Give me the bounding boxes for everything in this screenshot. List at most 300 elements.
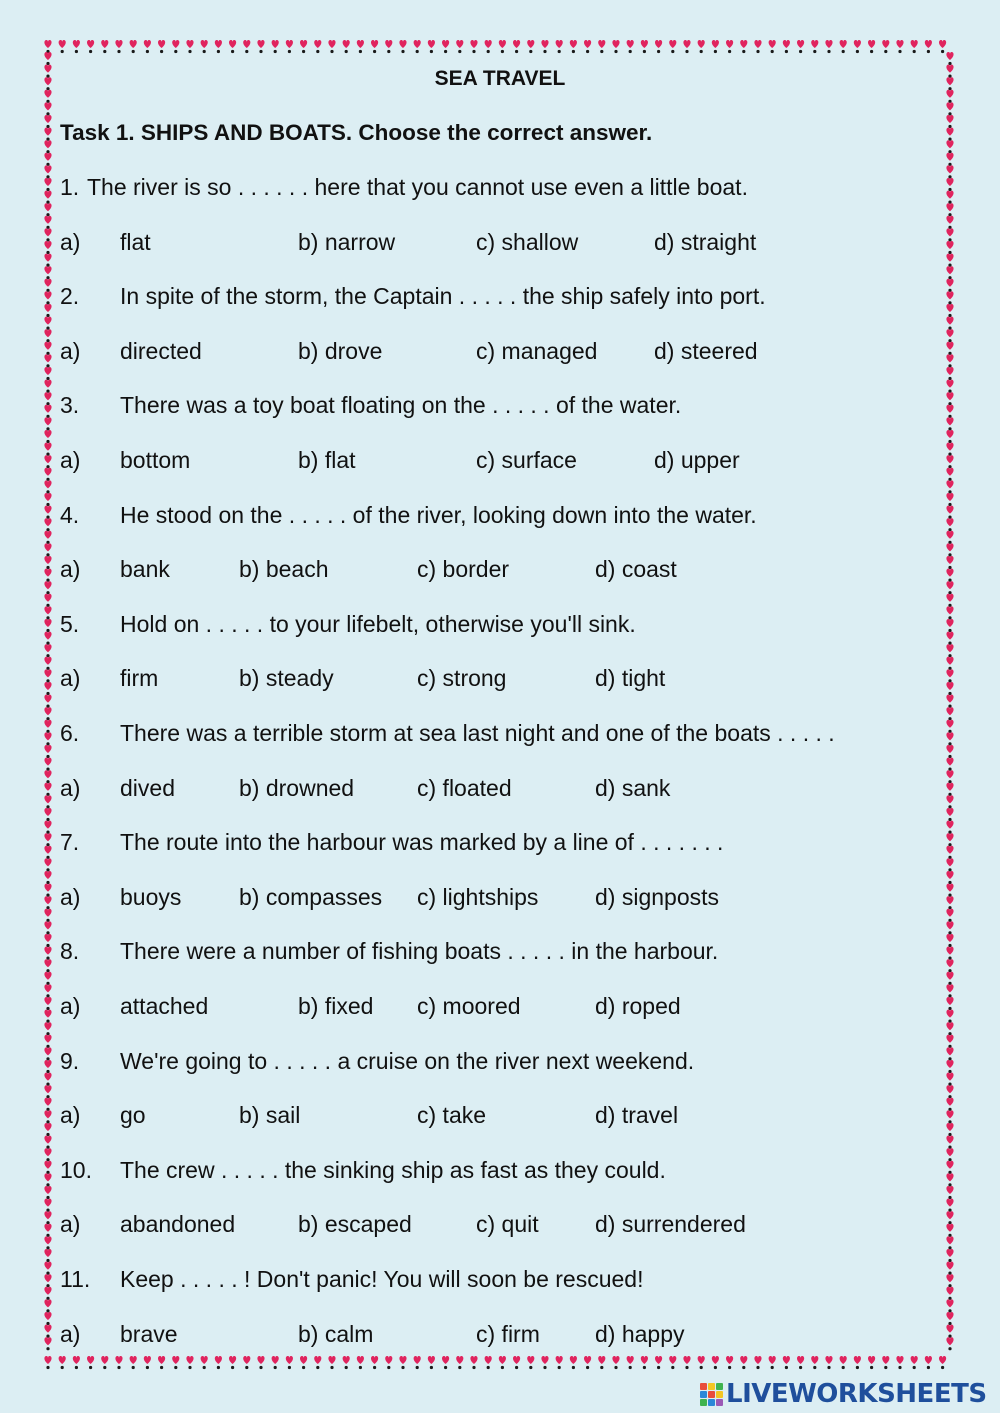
- border-heart-icon: [44, 846, 51, 859]
- border-heart-icon: [44, 165, 51, 178]
- border-heart-icon: [44, 304, 51, 317]
- border-heart-icon: [44, 1262, 51, 1275]
- border-heart-icon: [946, 808, 953, 821]
- question-number: 1.: [60, 174, 80, 200]
- border-heart-icon: [485, 40, 492, 53]
- border-heart-icon: [371, 1356, 378, 1369]
- border-heart-icon: [946, 795, 953, 808]
- border-heart-icon: [612, 1356, 619, 1369]
- question-number: 2.: [60, 283, 80, 310]
- border-heart-icon: [769, 1356, 776, 1369]
- border-heart-icon: [44, 506, 51, 519]
- border-heart-icon: [44, 254, 51, 267]
- answer-option[interactable]: flat: [120, 228, 151, 255]
- border-heart-icon: [399, 40, 406, 53]
- option-a-label: a): [60, 993, 81, 1019]
- answer-option[interactable]: bottom: [120, 447, 191, 473]
- border-heart-icon: [946, 1060, 953, 1073]
- border-heart-icon: [59, 40, 66, 53]
- answer-option[interactable]: c) quit: [476, 1211, 539, 1238]
- border-heart-icon: [946, 304, 953, 317]
- answer-option[interactable]: brave: [120, 1320, 178, 1347]
- border-heart-icon: [414, 1356, 421, 1369]
- border-heart-icon: [946, 947, 953, 960]
- border-heart-icon: [541, 1356, 548, 1369]
- border-heart-icon: [243, 40, 250, 53]
- border-heart-icon: [101, 40, 108, 53]
- border-heart-icon: [925, 1356, 932, 1369]
- border-heart-icon: [286, 40, 293, 53]
- border-heart-icon: [946, 783, 953, 796]
- border-heart-icon: [44, 430, 51, 443]
- answer-option[interactable]: d) travel: [595, 1102, 679, 1129]
- answer-option[interactable]: b) calm: [298, 1320, 374, 1347]
- border-heart-icon: [44, 392, 51, 405]
- answer-option[interactable]: b) fixed: [298, 993, 374, 1019]
- border-heart-icon: [683, 40, 690, 53]
- border-heart-icon: [946, 254, 953, 267]
- border-heart-icon: [896, 40, 903, 53]
- answer-option[interactable]: b) steady: [239, 665, 334, 692]
- border-heart-icon: [158, 1356, 165, 1369]
- border-heart-icon: [44, 1060, 51, 1073]
- border-heart-icon: [946, 430, 953, 443]
- border-heart-icon: [584, 1356, 591, 1369]
- border-heart-icon: [854, 1356, 861, 1369]
- logo-grid-icon: [700, 1383, 723, 1406]
- border-heart-icon: [946, 342, 953, 355]
- border-heart-icon: [541, 40, 548, 53]
- border-heart-icon: [946, 518, 953, 531]
- border-heart-icon: [44, 417, 51, 430]
- option-a-label: a): [60, 883, 81, 910]
- border-heart-icon: [44, 1035, 51, 1048]
- answer-option[interactable]: d) straight: [654, 228, 757, 255]
- border-heart-icon: [44, 972, 51, 985]
- border-heart-icon: [328, 40, 335, 53]
- border-heart-icon: [946, 606, 953, 619]
- border-heart-icon: [44, 291, 51, 304]
- answer-option[interactable]: d) happy: [595, 1320, 685, 1347]
- answer-option[interactable]: abandoned: [120, 1211, 236, 1238]
- border-heart-icon: [272, 1356, 279, 1369]
- border-heart-icon: [44, 115, 51, 128]
- border-heart-icon: [343, 40, 350, 53]
- border-heart-icon: [144, 40, 151, 53]
- border-heart-icon: [130, 40, 137, 53]
- border-heart-icon: [44, 1173, 51, 1186]
- border-heart-icon: [44, 354, 51, 367]
- border-heart-icon: [44, 644, 51, 657]
- border-heart-icon: [797, 1356, 804, 1369]
- border-heart-icon: [44, 569, 51, 582]
- border-heart-icon: [44, 581, 51, 594]
- border-heart-icon: [946, 1287, 953, 1300]
- border-heart-icon: [44, 468, 51, 481]
- border-heart-icon: [44, 821, 51, 834]
- border-heart-icon: [946, 1299, 953, 1312]
- border-heart-icon: [925, 40, 932, 53]
- border-heart-icon: [385, 1356, 392, 1369]
- border-heart-icon: [257, 1356, 264, 1369]
- logo-text: LIVEWORKSHEETS: [726, 1379, 987, 1409]
- answer-option[interactable]: c) firm: [476, 1320, 540, 1347]
- border-heart-icon: [946, 720, 953, 733]
- border-heart-icon: [44, 884, 51, 897]
- border-heart-icon: [229, 1356, 236, 1369]
- question-number: 7.: [60, 829, 80, 856]
- border-heart-icon: [946, 1312, 953, 1325]
- question-text: There was a toy boat floating on the . . . . . of the water.: [120, 392, 682, 419]
- border-heart-icon: [158, 40, 165, 53]
- border-heart-icon: [257, 40, 264, 53]
- answer-option[interactable]: b) flat: [298, 447, 356, 473]
- question-text: Hold on . . . . . to your lifebelt, otherwise you'll sink.: [120, 610, 636, 637]
- border-heart-icon: [44, 140, 51, 153]
- answer-option[interactable]: b) beach: [239, 556, 329, 583]
- border-heart-icon: [946, 758, 953, 771]
- border-heart-icon: [868, 1356, 875, 1369]
- answer-option[interactable]: d) coast: [595, 556, 677, 583]
- answer-option[interactable]: b) escaped: [298, 1211, 412, 1238]
- border-heart-icon: [44, 102, 51, 115]
- border-heart-icon: [598, 1356, 605, 1369]
- border-heart-icon: [946, 871, 953, 884]
- answer-option[interactable]: directed: [120, 337, 202, 364]
- border-heart-icon: [825, 1356, 832, 1369]
- answer-option[interactable]: c) border: [417, 556, 510, 583]
- border-heart-icon: [44, 997, 51, 1010]
- answer-option[interactable]: dived: [120, 774, 175, 801]
- answer-option[interactable]: go: [120, 1102, 146, 1129]
- border-heart-icon: [946, 569, 953, 582]
- border-heart-icon: [186, 1356, 193, 1369]
- border-heart-icon: [44, 342, 51, 355]
- border-heart-icon: [946, 178, 953, 191]
- border-heart-icon: [44, 480, 51, 493]
- border-heart-icon: [946, 140, 953, 153]
- border-heart-icon: [946, 1136, 953, 1149]
- border-heart-icon: [44, 191, 51, 204]
- border-heart-icon: [946, 1047, 953, 1060]
- border-heart-icon: [357, 1356, 364, 1369]
- border-heart-icon: [946, 480, 953, 493]
- question-number: 5.: [60, 610, 80, 637]
- border-heart-icon: [946, 770, 953, 783]
- border-heart-icon: [201, 40, 208, 53]
- border-heart-icon: [825, 40, 832, 53]
- border-heart-icon: [641, 40, 648, 53]
- border-heart-icon: [513, 40, 520, 53]
- border-heart-icon: [59, 1356, 66, 1369]
- answer-option[interactable]: c) shallow: [476, 228, 579, 255]
- border-heart-icon: [44, 367, 51, 380]
- border-heart-icon: [527, 1356, 534, 1369]
- border-heart-icon: [946, 984, 953, 997]
- border-heart-icon: [946, 833, 953, 846]
- border-heart-icon: [44, 1073, 51, 1086]
- answer-option[interactable]: b) narrow: [298, 228, 396, 255]
- border-heart-icon: [556, 40, 563, 53]
- border-heart-icon: [456, 1356, 463, 1369]
- border-heart-icon: [946, 115, 953, 128]
- border-heart-icon: [946, 468, 953, 481]
- border-heart-icon: [44, 947, 51, 960]
- border-heart-icon: [44, 543, 51, 556]
- answer-option[interactable]: c) surface: [476, 447, 577, 473]
- border-heart-icon: [130, 1356, 137, 1369]
- border-heart-icon: [44, 1249, 51, 1262]
- border-heart-icon: [783, 1356, 790, 1369]
- border-heart-icon: [911, 1356, 918, 1369]
- question-text: The crew . . . . . the sinking ship as fast as they could.: [120, 1156, 666, 1183]
- border-heart-icon: [946, 153, 953, 166]
- border-heart-icon: [44, 745, 51, 758]
- border-heart-icon: [44, 758, 51, 771]
- answer-option[interactable]: bank: [120, 556, 170, 583]
- border-heart-icon: [44, 1356, 51, 1369]
- border-heart-icon: [946, 732, 953, 745]
- border-heart-icon: [44, 1287, 51, 1300]
- border-heart-icon: [44, 443, 51, 456]
- option-a-label: a): [60, 337, 81, 364]
- border-heart-icon: [243, 1356, 250, 1369]
- border-heart-icon: [44, 493, 51, 506]
- border-heart-icon: [44, 266, 51, 279]
- border-heart-icon: [946, 1022, 953, 1035]
- border-heart-icon: [939, 1356, 946, 1369]
- border-heart-icon: [570, 40, 577, 53]
- question-text: The route into the harbour was marked by a line of . . . . . . .: [120, 829, 724, 856]
- border-heart-icon: [44, 959, 51, 972]
- border-heart-icon: [627, 1356, 634, 1369]
- border-heart-icon: [44, 1022, 51, 1035]
- answer-option[interactable]: d) signposts: [595, 883, 720, 910]
- answer-option[interactable]: c) floated: [417, 774, 512, 801]
- border-heart-icon: [946, 531, 953, 544]
- answer-option[interactable]: b) compasses: [239, 883, 383, 910]
- border-heart-icon: [44, 203, 51, 216]
- border-heart-icon: [485, 1356, 492, 1369]
- question-number: 6.: [60, 720, 80, 746]
- border-heart-icon: [314, 1356, 321, 1369]
- border-heart-icon: [946, 657, 953, 670]
- answer-option[interactable]: d) tight: [595, 665, 666, 692]
- border-heart-icon: [946, 216, 953, 229]
- border-heart-icon: [896, 1356, 903, 1369]
- border-heart-icon: [44, 1123, 51, 1136]
- option-a-label: a): [60, 665, 81, 692]
- border-heart-icon: [946, 581, 953, 594]
- border-heart-icon: [946, 1186, 953, 1199]
- border-heart-icon: [946, 1085, 953, 1098]
- answer-option[interactable]: c) moored: [417, 993, 521, 1019]
- border-heart-icon: [44, 896, 51, 909]
- border-heart-icon: [754, 40, 761, 53]
- border-heart-icon: [44, 594, 51, 607]
- border-heart-icon: [456, 40, 463, 53]
- border-heart-icon: [44, 619, 51, 632]
- question-number: 9.: [60, 1047, 80, 1074]
- liveworksheets-logo: [700, 1380, 987, 1408]
- border-heart-icon: [44, 531, 51, 544]
- question-number: 10.: [60, 1156, 92, 1183]
- border-heart-icon: [946, 1035, 953, 1048]
- border-heart-icon: [44, 518, 51, 531]
- option-a-label: a): [60, 1211, 81, 1238]
- border-heart-icon: [73, 40, 80, 53]
- border-heart-icon: [215, 40, 222, 53]
- answer-option[interactable]: b) sail: [239, 1102, 301, 1129]
- border-heart-icon: [612, 40, 619, 53]
- border-heart-icon: [44, 279, 51, 292]
- border-heart-icon: [946, 128, 953, 141]
- answer-option[interactable]: c) lightships: [417, 883, 539, 910]
- border-heart-icon: [946, 455, 953, 468]
- answer-option[interactable]: b) drove: [298, 337, 383, 364]
- border-heart-icon: [428, 1356, 435, 1369]
- border-heart-icon: [641, 1356, 648, 1369]
- border-heart-icon: [946, 594, 953, 607]
- border-heart-icon: [300, 1356, 307, 1369]
- border-heart-icon: [44, 770, 51, 783]
- border-heart-icon: [44, 1325, 51, 1338]
- border-heart-icon: [655, 40, 662, 53]
- border-heart-icon: [172, 40, 179, 53]
- border-heart-icon: [584, 40, 591, 53]
- border-heart-icon: [946, 317, 953, 330]
- answer-option[interactable]: firm: [120, 665, 159, 692]
- question-text: We're going to . . . . . a cruise on the river next weekend.: [120, 1047, 695, 1074]
- border-heart-icon: [44, 90, 51, 103]
- answer-option[interactable]: d) roped: [595, 993, 681, 1019]
- answer-option[interactable]: d) surrendered: [595, 1211, 746, 1238]
- border-heart-icon: [44, 934, 51, 947]
- border-heart-icon: [201, 1356, 208, 1369]
- border-heart-icon: [946, 203, 953, 216]
- border-heart-icon: [44, 720, 51, 733]
- border-heart-icon: [712, 40, 719, 53]
- border-heart-icon: [946, 884, 953, 897]
- border-heart-icon: [44, 1161, 51, 1174]
- border-heart-icon: [115, 1356, 122, 1369]
- border-heart-icon: [740, 1356, 747, 1369]
- question-text: There were a number of fishing boats . . . . . in the harbour.: [120, 938, 719, 965]
- border-heart-icon: [44, 682, 51, 695]
- border-heart-icon: [44, 380, 51, 393]
- border-heart-icon: [882, 40, 889, 53]
- answer-option[interactable]: d) upper: [654, 447, 740, 473]
- border-heart-icon: [44, 1199, 51, 1212]
- border-heart-icon: [314, 40, 321, 53]
- answer-option[interactable]: buoys: [120, 883, 182, 910]
- question-text: In spite of the storm, the Captain . . . . . the ship safely into port.: [120, 283, 766, 310]
- border-heart-icon: [44, 795, 51, 808]
- border-heart-icon: [186, 40, 193, 53]
- border-heart-icon: [44, 1224, 51, 1237]
- border-heart-icon: [946, 354, 953, 367]
- border-heart-icon: [946, 1236, 953, 1249]
- border-heart-icon: [946, 1073, 953, 1086]
- answer-option[interactable]: d) steered: [654, 337, 758, 364]
- border-heart-icon: [44, 128, 51, 141]
- border-heart-icon: [399, 1356, 406, 1369]
- border-heart-icon: [44, 1337, 51, 1350]
- border-heart-icon: [44, 1312, 51, 1325]
- border-heart-icon: [470, 1356, 477, 1369]
- border-heart-icon: [215, 1356, 222, 1369]
- question-text: The river is so . . . . . . here that you cannot use even a little boat.: [87, 174, 748, 200]
- answer-option[interactable]: c) managed: [476, 337, 598, 364]
- border-heart-icon: [144, 1356, 151, 1369]
- border-heart-icon: [946, 506, 953, 519]
- border-heart-icon: [946, 405, 953, 418]
- border-heart-icon: [44, 228, 51, 241]
- answer-option[interactable]: b) drowned: [239, 774, 355, 801]
- border-heart-icon: [946, 266, 953, 279]
- border-heart-icon: [946, 1173, 953, 1186]
- border-heart-icon: [44, 707, 51, 720]
- border-heart-icon: [44, 1047, 51, 1060]
- border-heart-icon: [946, 1224, 953, 1237]
- border-heart-icon: [44, 455, 51, 468]
- border-heart-icon: [946, 1161, 953, 1174]
- option-a-label: a): [60, 774, 81, 801]
- border-heart-icon: [811, 40, 818, 53]
- answer-option[interactable]: attached: [120, 993, 209, 1019]
- border-heart-icon: [946, 1098, 953, 1111]
- border-heart-icon: [946, 644, 953, 657]
- border-heart-icon: [683, 1356, 690, 1369]
- border-heart-icon: [44, 1085, 51, 1098]
- border-heart-icon: [868, 40, 875, 53]
- border-heart-icon: [44, 783, 51, 796]
- answer-option[interactable]: c) take: [417, 1102, 487, 1129]
- border-heart-icon: [44, 808, 51, 821]
- border-heart-icon: [499, 1356, 506, 1369]
- border-heart-icon: [946, 417, 953, 430]
- option-a-label: a): [60, 1102, 81, 1129]
- question-text: He stood on the . . . . . of the river, looking down into the water.: [120, 501, 757, 528]
- border-heart-icon: [115, 40, 122, 53]
- border-heart-icon: [946, 291, 953, 304]
- border-heart-icon: [946, 493, 953, 506]
- border-heart-icon: [470, 40, 477, 53]
- border-heart-icon: [44, 657, 51, 670]
- border-heart-icon: [44, 317, 51, 330]
- border-heart-icon: [946, 1249, 953, 1262]
- border-heart-icon: [414, 40, 421, 53]
- border-heart-icon: [371, 40, 378, 53]
- border-heart-icon: [44, 1299, 51, 1312]
- border-heart-icon: [754, 1356, 761, 1369]
- border-heart-icon: [840, 40, 847, 53]
- border-heart-icon: [740, 40, 747, 53]
- border-heart-icon: [946, 380, 953, 393]
- border-heart-icon: [946, 1262, 953, 1275]
- border-heart-icon: [946, 1010, 953, 1023]
- border-heart-icon: [946, 896, 953, 909]
- border-heart-icon: [44, 871, 51, 884]
- border-heart-icon: [44, 695, 51, 708]
- border-heart-icon: [44, 921, 51, 934]
- border-heart-icon: [527, 40, 534, 53]
- border-heart-icon: [946, 543, 953, 556]
- border-heart-icon: [946, 329, 953, 342]
- answer-option[interactable]: d) sank: [595, 774, 671, 801]
- answer-option[interactable]: c) strong: [417, 665, 507, 692]
- question-number: 11.: [60, 1266, 91, 1292]
